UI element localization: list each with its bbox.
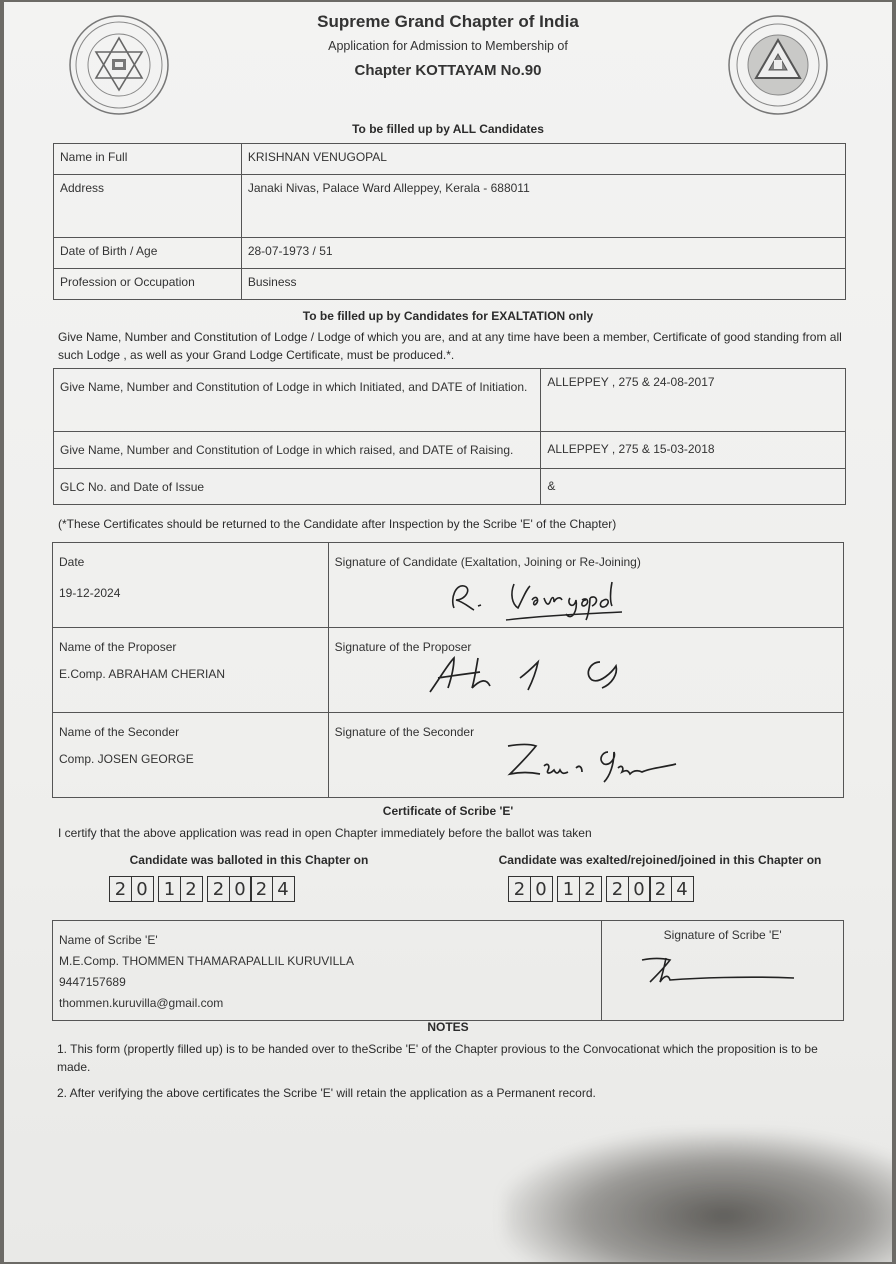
section-all-candidates-heading: To be filled up by ALL Candidates: [352, 122, 544, 136]
table-row: [54, 238, 846, 269]
row-label-profession: Profession or Occupation: [54, 269, 242, 300]
row-value-dob[interactable]: 28-07-1973 / 51: [241, 238, 845, 269]
balloted-label: Candidate was balloted in this Chapter on: [129, 853, 369, 867]
table-row: [53, 713, 844, 798]
digit-box[interactable]: 2: [579, 876, 602, 902]
digit-box[interactable]: 1: [158, 876, 181, 902]
candidate-signature: [440, 570, 640, 626]
regional-grand-chapter-seal-icon: [727, 14, 829, 116]
digit-box[interactable]: 2: [109, 876, 132, 902]
row-label-name: Name in Full: [54, 144, 242, 175]
digit-box[interactable]: 2: [606, 876, 629, 902]
digit-box[interactable]: 2: [508, 876, 531, 902]
digit-box[interactable]: 2: [180, 876, 203, 902]
scribe-signature: [636, 952, 806, 988]
digit-box[interactable]: 2: [649, 876, 672, 902]
proposer-signature-label: Signature of the Proposer: [328, 628, 843, 713]
seconder-value[interactable]: Comp. JOSEN GEORGE: [59, 752, 194, 766]
note-item-2: 2. After verifying the above certificates the Scribe 'E' will retain the application as a Permanent record.: [57, 1086, 596, 1100]
scribe-signature-label: Signature of Scribe 'E': [602, 921, 844, 1021]
row-label-raising: Give Name, Number and Constitution of Lodge in which raised, and DATE of Raising.: [54, 432, 541, 469]
certificates-note: (*These Certificates should be returned to the Candidate after Inspection by the Scribe 'E' of the Chapter): [58, 517, 617, 531]
scribe-label: Name of Scribe 'E': [59, 933, 158, 947]
section-exaltation-heading: To be filled up by Candidates for EXALTATION only: [302, 309, 594, 323]
exaltation-instruction: Give Name, Number and Constitution of Lodge / Lodge of which you are, and at any time have been a member, Certificate of good standing from all such Lodge , as well as your Grand Lodge Certificate, must be produced.*.: [58, 330, 842, 362]
seconder-label: Name of the Seconder: [59, 725, 180, 739]
exalted-date-boxes[interactable]: [508, 876, 692, 902]
table-row: [54, 144, 846, 175]
scribe-phone[interactable]: 9447157689: [59, 975, 126, 989]
row-value-name[interactable]: KRISHNAN VENUGOPAL: [241, 144, 845, 175]
row-value-raising[interactable]: ALLEPPEY , 275 & 15-03-2018: [541, 432, 846, 469]
row-label-initiation: Give Name, Number and Constitution of Lodge in which Initiated, and DATE of Initiation.: [54, 369, 541, 432]
notes-heading: NOTES: [427, 1020, 469, 1034]
digit-box[interactable]: 0: [131, 876, 154, 902]
table-row: [54, 469, 846, 505]
digit-box[interactable]: 0: [530, 876, 553, 902]
document-title: Supreme Grand Chapter of India: [317, 12, 579, 31]
digit-box[interactable]: 0: [229, 876, 252, 902]
row-label-glc: GLC No. and Date of Issue: [54, 469, 541, 505]
row-value-initiation[interactable]: ALLEPPEY , 275 & 24-08-2017: [541, 369, 846, 432]
digit-box[interactable]: 4: [671, 876, 694, 902]
certificate-heading: Certificate of Scribe 'E': [382, 804, 514, 818]
digit-box[interactable]: 0: [628, 876, 651, 902]
digit-box[interactable]: 2: [250, 876, 273, 902]
candidate-signature-label: Signature of Candidate (Exaltation, Joining or Re-Joining): [328, 543, 843, 628]
table-row: [54, 432, 846, 469]
candidate-details-table: [53, 143, 846, 300]
seconder-signature-label: Signature of the Seconder: [328, 713, 843, 798]
row-value-glc[interactable]: &: [541, 469, 846, 505]
supreme-grand-chapter-seal-icon: [68, 14, 170, 116]
row-label-address: Address: [54, 175, 242, 238]
scribe-name[interactable]: M.E.Comp. THOMMEN THAMARAPALLIL KURUVILLA: [59, 954, 354, 968]
chapter-name: Chapter KOTTAYAM No.90: [354, 62, 542, 79]
proposer-signature: [420, 648, 650, 698]
scribe-email[interactable]: thommen.kuruvilla@gmail.com: [59, 996, 224, 1010]
row-value-profession[interactable]: Business: [241, 269, 845, 300]
exalted-label: Candidate was exalted/rejoined/joined in this Chapter on: [498, 853, 822, 867]
date-value[interactable]: 19-12-2024: [59, 586, 121, 600]
table-row: [54, 269, 846, 300]
date-label: Date: [59, 555, 85, 569]
table-row: [54, 369, 846, 432]
photo-shadow: [504, 1132, 892, 1262]
digit-box[interactable]: 2: [207, 876, 230, 902]
balloted-date-boxes[interactable]: [109, 876, 293, 902]
seconder-signature: [500, 738, 690, 788]
lodge-details-table: [53, 368, 846, 505]
digit-box[interactable]: 4: [272, 876, 295, 902]
proposer-value[interactable]: E.Comp. ABRAHAM CHERIAN: [59, 667, 226, 681]
note-item-1: 1. This form (propertly filled up) is to be handed over to theScribe 'E' of the Chapter provious to the Convocationat which the proposition is to be made.: [57, 1042, 818, 1074]
digit-box[interactable]: 1: [557, 876, 580, 902]
proposer-label: Name of the Proposer: [59, 640, 177, 654]
row-label-dob: Date of Birth / Age: [54, 238, 242, 269]
certificate-statement: I certify that the above application was read in open Chapter immediately before the ballot was taken: [58, 826, 592, 840]
document-subtitle: Application for Admission to Membership of: [328, 39, 568, 53]
table-row: [54, 175, 846, 238]
row-value-address[interactable]: Janaki Nivas, Palace Ward Alleppey, Kerala - 688011: [241, 175, 845, 238]
